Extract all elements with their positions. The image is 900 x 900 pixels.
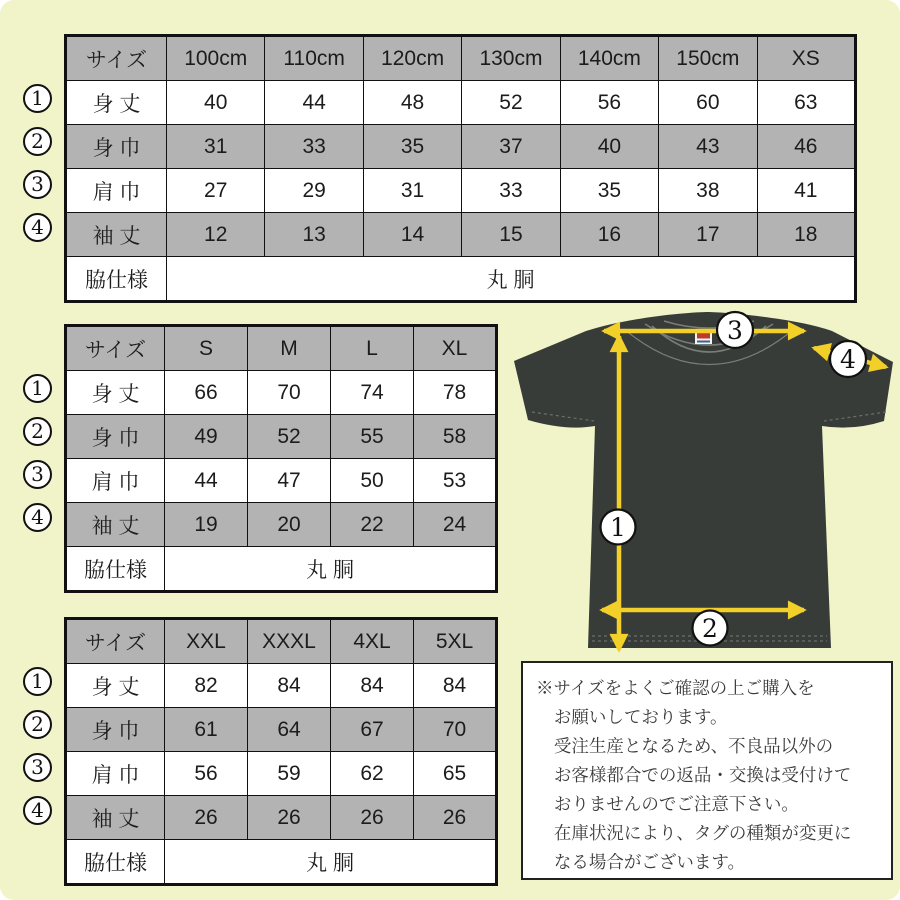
size-table-adult bbox=[64, 324, 498, 593]
measure-value-cell: 13 bbox=[265, 213, 363, 257]
notice-line: 受注生産となるため、不良品以外の bbox=[553, 736, 834, 756]
size-header-cell: L bbox=[331, 326, 414, 371]
measure-label-cell: 身 丈 bbox=[66, 371, 165, 415]
row-marker-circle: 4 bbox=[23, 796, 52, 825]
size-table-adult-wrap bbox=[31, 324, 498, 593]
measure-value-cell: 65 bbox=[414, 752, 497, 796]
row-marker-circle: 4 bbox=[23, 503, 52, 532]
measure-label-cell: 身 巾 bbox=[66, 415, 165, 459]
measure-value-cell: 40 bbox=[167, 81, 265, 125]
side-spec-value-cell: 丸 胴 bbox=[165, 840, 497, 885]
side-spec-value-cell: 丸 胴 bbox=[167, 257, 856, 302]
size-table-big-wrap bbox=[31, 617, 498, 886]
measure-value-cell: 17 bbox=[659, 213, 757, 257]
measure-value-cell: 24 bbox=[414, 503, 497, 547]
size-header-cell: 140cm bbox=[560, 36, 658, 81]
header-row bbox=[66, 36, 856, 81]
size-header-cell: XS bbox=[757, 36, 855, 81]
footer-row bbox=[66, 257, 856, 302]
size-header-cell: サイズ bbox=[66, 619, 165, 664]
measure-row bbox=[66, 503, 497, 547]
row-marker-circle: 3 bbox=[23, 170, 52, 199]
footer-row bbox=[66, 840, 497, 885]
measure-value-cell: 53 bbox=[414, 459, 497, 503]
measure-value-cell: 84 bbox=[414, 664, 497, 708]
purchase-notice-box bbox=[521, 661, 893, 880]
header-row bbox=[66, 326, 497, 371]
measure-row bbox=[66, 81, 856, 125]
measure-value-cell: 62 bbox=[331, 752, 414, 796]
measure-value-cell: 27 bbox=[167, 169, 265, 213]
size-table-kids-wrap bbox=[31, 34, 857, 303]
measure-value-cell: 26 bbox=[165, 796, 248, 840]
measure-value-cell: 56 bbox=[165, 752, 248, 796]
row-marker-circle: 3 bbox=[23, 753, 52, 782]
measure-value-cell: 84 bbox=[331, 664, 414, 708]
notice-line: 在庫状況により、タグの種類が変更に bbox=[553, 823, 852, 843]
measure-value-cell: 82 bbox=[165, 664, 248, 708]
measure-value-cell: 33 bbox=[265, 125, 363, 169]
row-marker-circle: 1 bbox=[23, 374, 52, 403]
measure-value-cell: 18 bbox=[757, 213, 855, 257]
measure-value-cell: 50 bbox=[331, 459, 414, 503]
measure-row bbox=[66, 415, 497, 459]
measure-value-cell: 63 bbox=[757, 81, 855, 125]
measure-value-cell: 12 bbox=[167, 213, 265, 257]
measure-value-cell: 48 bbox=[363, 81, 461, 125]
side-spec-value-cell: 丸 胴 bbox=[165, 547, 497, 592]
measure-value-cell: 78 bbox=[414, 371, 497, 415]
measure-row bbox=[66, 664, 497, 708]
measure-label-cell: 肩 巾 bbox=[66, 752, 165, 796]
side-spec-label-cell: 脇仕様 bbox=[66, 257, 167, 302]
measure-value-cell: 44 bbox=[265, 81, 363, 125]
marker-2-label: 2 bbox=[702, 614, 718, 643]
measure-row bbox=[66, 213, 856, 257]
size-header-cell: 130cm bbox=[462, 36, 560, 81]
size-header-cell: 5XL bbox=[414, 619, 497, 664]
measure-value-cell: 55 bbox=[331, 415, 414, 459]
measure-value-cell: 56 bbox=[560, 81, 658, 125]
notice-line: おりませんのでご注意下さい。 bbox=[553, 794, 799, 814]
tshirt-measure-diagram bbox=[500, 300, 900, 662]
size-header-cell: M bbox=[248, 326, 331, 371]
measure-value-cell: 46 bbox=[757, 125, 855, 169]
size-header-cell: XXXL bbox=[248, 619, 331, 664]
measure-value-cell: 43 bbox=[659, 125, 757, 169]
measure-value-cell: 31 bbox=[167, 125, 265, 169]
measure-label-cell: 肩 巾 bbox=[66, 459, 165, 503]
size-header-cell: 150cm bbox=[659, 36, 757, 81]
measure-value-cell: 60 bbox=[659, 81, 757, 125]
row-marker-circle: 2 bbox=[23, 417, 52, 446]
size-header-cell: サイズ bbox=[66, 36, 167, 81]
measure-label-cell: 袖 丈 bbox=[66, 503, 165, 547]
measure-row bbox=[66, 752, 497, 796]
size-header-cell: 4XL bbox=[331, 619, 414, 664]
row-marker-circle: 1 bbox=[23, 84, 52, 113]
marker-1-label: 1 bbox=[610, 513, 626, 542]
row-marker-circle: 2 bbox=[23, 127, 52, 156]
row-marker-circle: 2 bbox=[23, 710, 52, 739]
size-table-big bbox=[64, 617, 498, 886]
size-header-cell: 100cm bbox=[167, 36, 265, 81]
measure-row bbox=[66, 125, 856, 169]
measure-value-cell: 41 bbox=[757, 169, 855, 213]
measure-label-cell: 身 丈 bbox=[66, 81, 167, 125]
marker-3-label: 3 bbox=[727, 316, 743, 345]
side-spec-label-cell: 脇仕様 bbox=[66, 547, 165, 592]
measure-row bbox=[66, 371, 497, 415]
measure-value-cell: 37 bbox=[462, 125, 560, 169]
notice-line: なる場合がございます。 bbox=[553, 852, 745, 872]
notice-line: ※サイズをよくご確認の上ご購入を bbox=[536, 678, 815, 698]
header-row bbox=[66, 619, 497, 664]
measure-value-cell: 35 bbox=[560, 169, 658, 213]
measure-value-cell: 40 bbox=[560, 125, 658, 169]
measure-value-cell: 26 bbox=[414, 796, 497, 840]
measure-value-cell: 31 bbox=[363, 169, 461, 213]
measure-value-cell: 67 bbox=[331, 708, 414, 752]
measure-row bbox=[66, 796, 497, 840]
measure-value-cell: 70 bbox=[414, 708, 497, 752]
measure-label-cell: 身 巾 bbox=[66, 125, 167, 169]
measure-value-cell: 38 bbox=[659, 169, 757, 213]
marker-4-label: 4 bbox=[840, 345, 856, 374]
notice-line: お客様都合での返品・交換は受付けて bbox=[553, 765, 852, 785]
notice-line: お願いしております。 bbox=[553, 707, 728, 727]
measure-value-cell: 44 bbox=[165, 459, 248, 503]
measure-label-cell: 身 巾 bbox=[66, 708, 165, 752]
measure-value-cell: 70 bbox=[248, 371, 331, 415]
measure-value-cell: 19 bbox=[165, 503, 248, 547]
measure-value-cell: 26 bbox=[331, 796, 414, 840]
measure-row bbox=[66, 169, 856, 213]
measure-value-cell: 26 bbox=[248, 796, 331, 840]
size-header-cell: XL bbox=[414, 326, 497, 371]
row-marker-circle: 3 bbox=[23, 460, 52, 489]
footer-row bbox=[66, 547, 497, 592]
measure-value-cell: 47 bbox=[248, 459, 331, 503]
measure-value-cell: 52 bbox=[462, 81, 560, 125]
measure-value-cell: 35 bbox=[363, 125, 461, 169]
measure-value-cell: 49 bbox=[165, 415, 248, 459]
size-header-cell: 110cm bbox=[265, 36, 363, 81]
measure-value-cell: 15 bbox=[462, 213, 560, 257]
size-header-cell: S bbox=[165, 326, 248, 371]
size-header-cell: 120cm bbox=[363, 36, 461, 81]
measure-value-cell: 64 bbox=[248, 708, 331, 752]
size-table-kids bbox=[64, 34, 857, 303]
measure-value-cell: 14 bbox=[363, 213, 461, 257]
measure-value-cell: 59 bbox=[248, 752, 331, 796]
measure-value-cell: 61 bbox=[165, 708, 248, 752]
measure-value-cell: 66 bbox=[165, 371, 248, 415]
measure-value-cell: 22 bbox=[331, 503, 414, 547]
measure-label-cell: 袖 丈 bbox=[66, 213, 167, 257]
measure-label-cell: 身 丈 bbox=[66, 664, 165, 708]
measure-row bbox=[66, 459, 497, 503]
measure-row bbox=[66, 708, 497, 752]
size-header-cell: XXL bbox=[165, 619, 248, 664]
measure-value-cell: 20 bbox=[248, 503, 331, 547]
measure-label-cell: 袖 丈 bbox=[66, 796, 165, 840]
measure-value-cell: 29 bbox=[265, 169, 363, 213]
measure-value-cell: 16 bbox=[560, 213, 658, 257]
measure-label-cell: 肩 巾 bbox=[66, 169, 167, 213]
row-marker-circle: 1 bbox=[23, 667, 52, 696]
row-marker-circle: 4 bbox=[23, 213, 52, 242]
measure-value-cell: 52 bbox=[248, 415, 331, 459]
measure-value-cell: 58 bbox=[414, 415, 497, 459]
side-spec-label-cell: 脇仕様 bbox=[66, 840, 165, 885]
measure-value-cell: 74 bbox=[331, 371, 414, 415]
size-header-cell: サイズ bbox=[66, 326, 165, 371]
measure-value-cell: 84 bbox=[248, 664, 331, 708]
measure-value-cell: 33 bbox=[462, 169, 560, 213]
